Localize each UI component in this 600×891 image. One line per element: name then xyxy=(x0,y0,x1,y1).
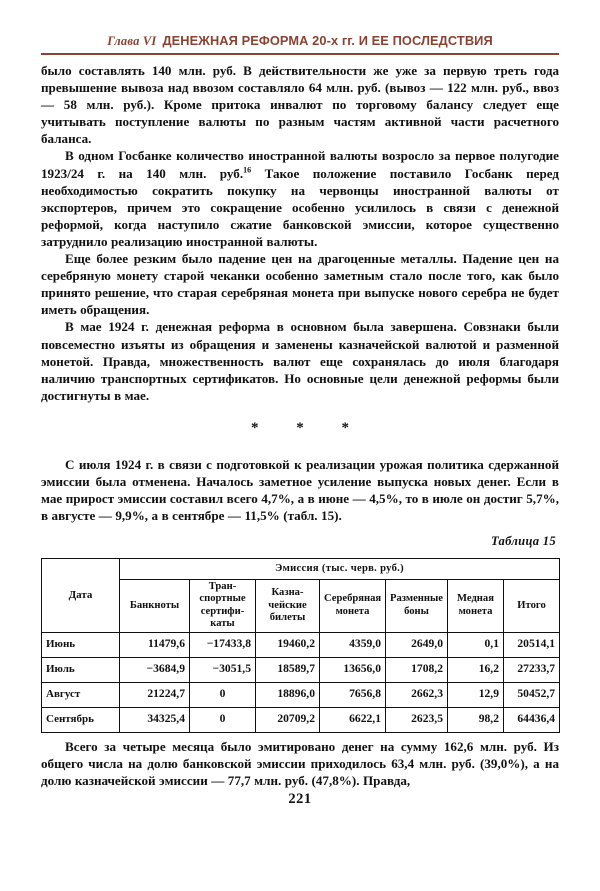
table-header-row-group xyxy=(42,559,560,580)
paragraph-text-part-b: Такое положение поставило Госбанк перед необходимостью сократить покупку на червонцы иностранной валюты от экспортеров, причем это сокращение особенно усилилось в связи с денежной реформой, когда наступило сжатие банковской эмиссии, которое существенно затруднило реализацию иностранной валюты. xyxy=(41,165,559,249)
footer-text-block xyxy=(41,738,559,789)
header-line: билеты xyxy=(269,612,306,624)
cell-total: 20514,1 xyxy=(504,632,560,657)
paragraph-precious-metals: Еще более резким было падение цен на драгоценные металлы. Падение цен на серебряную монету старой чеканки особенно заметным стало после того, как было принято решение, что старая серебряная монета при выпуске нового серебра не будет иметь обращения. xyxy=(41,251,559,318)
running-head-rule xyxy=(41,53,559,55)
table-row xyxy=(42,707,560,732)
cell-date: Июль xyxy=(42,657,120,682)
cell-transport-certificates: −17433,8 xyxy=(190,632,256,657)
paragraph-gosbank-currency xyxy=(41,147,559,250)
table-header-row-columns xyxy=(42,580,560,633)
cell-treasury-notes: 20709,2 xyxy=(256,707,320,732)
paragraph-july-emission: С июля 1924 г. в связи с подготовкой к реализации урожая политика сдержанной эмиссии была отменена. Началось заметное усиление выпуска новых денег. Если в мае прирост эмиссии составил всего 4,7%, а в июне — 4,5%, то в июле он достиг 5,7%, в августе — 9,9%, а в сентябре — 11,5% (табл. 15). xyxy=(41,456,559,524)
header-exchange-bonds xyxy=(386,580,448,633)
header-line: Разменные xyxy=(390,593,443,605)
cell-silver-coin: 6622,1 xyxy=(320,707,386,732)
emission-table xyxy=(41,558,560,733)
header-copper-coin xyxy=(448,580,504,633)
footnote-marker: 16 xyxy=(243,165,252,175)
cell-total: 27233,7 xyxy=(504,657,560,682)
cell-exchange-bonds: 2623,5 xyxy=(386,707,448,732)
running-head xyxy=(41,33,559,50)
header-line: Медная xyxy=(457,593,494,605)
cell-date: Август xyxy=(42,682,120,707)
cell-silver-coin: 13656,0 xyxy=(320,657,386,682)
cell-banknotes: 34325,4 xyxy=(120,707,190,732)
cell-copper-coin: 16,2 xyxy=(448,657,504,682)
cell-copper-coin: 98,2 xyxy=(448,707,504,732)
header-treasury-notes xyxy=(256,580,320,633)
cell-exchange-bonds: 2649,0 xyxy=(386,632,448,657)
cell-copper-coin: 12,9 xyxy=(448,682,504,707)
cell-total: 64436,4 xyxy=(504,707,560,732)
header-silver-coin xyxy=(320,580,386,633)
header-total xyxy=(504,580,560,633)
table-row xyxy=(42,682,560,707)
cell-date: Июнь xyxy=(42,632,120,657)
spacer-after-separator xyxy=(41,437,559,456)
paragraph-continued: было составлять 140 млн. руб. В действительности же уже за первую треть года превышение вывоза над ввозом составляло 64 млн. руб. (вывоз — 122 млн. руб., ввоз — 58 млн. руб.). Кроме притока инвалют по торговому балансу следует еще учитывать поступление валюты по разным частям активной части расчетного баланса. xyxy=(41,63,559,147)
cell-banknotes: −3684,9 xyxy=(120,657,190,682)
header-line: Казна- xyxy=(271,587,304,599)
paragraph-reform-completed: В мае 1924 г. денежная реформа в основном была завершена. Совзнаки были повсеместно изъяты из обращения и заменены казначейской валютой и разменной монетой. Правда, множественность валют еще сохранялась до июля благодаря наличию транспортных сертификатов. Но основные цели денежной реформы были достигнуты в мае. xyxy=(41,319,559,403)
cell-exchange-bonds: 2662,3 xyxy=(386,682,448,707)
header-line: чейские xyxy=(268,599,307,611)
cell-transport-certificates: 0 xyxy=(190,682,256,707)
cell-date: Сентябрь xyxy=(42,707,120,732)
header-line: монета xyxy=(335,605,370,617)
running-head-line xyxy=(41,33,559,50)
table-block xyxy=(41,534,559,733)
cell-total: 50452,7 xyxy=(504,682,560,707)
cell-treasury-notes: 19460,2 xyxy=(256,632,320,657)
header-banknotes xyxy=(120,580,190,633)
header-line: Банкноты xyxy=(129,599,180,611)
header-emission-group: Эмиссия (тыс. черв. руб.) xyxy=(120,559,560,580)
cell-banknotes: 21224,7 xyxy=(120,682,190,707)
header-line: Итого xyxy=(517,599,546,611)
table-row xyxy=(42,632,560,657)
cell-silver-coin: 7656,8 xyxy=(320,682,386,707)
running-head-chapter: Глава VI xyxy=(107,34,157,48)
body-text-column xyxy=(41,62,559,524)
header-line: монета xyxy=(458,605,493,617)
header-line: каты xyxy=(210,618,235,630)
running-head-title: ДЕНЕЖНАЯ РЕФОРМА 20-х гг. И ЕЕ ПОСЛЕДСТВИЯ xyxy=(162,33,493,48)
cell-silver-coin: 4359,0 xyxy=(320,632,386,657)
page-number: 221 xyxy=(288,791,312,807)
paragraph-four-months-total: Всего за четыре месяца было эмитировано денег на сумму 162,6 млн. руб. Из общего числа на долю банковской эмиссии приходилось 63,4 млн. руб. (39,0%), а на долю казначейской эмиссии — 77,7 млн. руб. (47,8%). Правда, xyxy=(41,739,559,789)
cell-banknotes: 11479,6 xyxy=(120,632,190,657)
table-head xyxy=(42,559,560,633)
cell-copper-coin: 0,1 xyxy=(448,632,504,657)
header-line: сертифи- xyxy=(200,605,245,617)
paragraph-text-part-a: В одном Госбанке количество иностранной валюты возросло за первое полугодие 1923/24 г. на 140 млн. руб. xyxy=(41,148,559,181)
header-line: боны xyxy=(404,605,429,617)
section-separator-asterisks: * * * xyxy=(251,419,366,436)
header-transport-certificates xyxy=(190,580,256,633)
cell-exchange-bonds: 1708,2 xyxy=(386,657,448,682)
table-body xyxy=(42,632,560,732)
header-date: Дата xyxy=(42,559,120,633)
header-line: спортные xyxy=(199,593,246,605)
table-row xyxy=(42,657,560,682)
cell-transport-certificates: 0 xyxy=(190,707,256,732)
table-caption: Таблица 15 xyxy=(490,534,556,548)
cell-treasury-notes: 18896,0 xyxy=(256,682,320,707)
cell-transport-certificates: −3051,5 xyxy=(190,657,256,682)
header-line: Тран- xyxy=(208,581,237,592)
cell-treasury-notes: 18589,7 xyxy=(256,657,320,682)
header-line: Серебряная xyxy=(324,593,382,605)
